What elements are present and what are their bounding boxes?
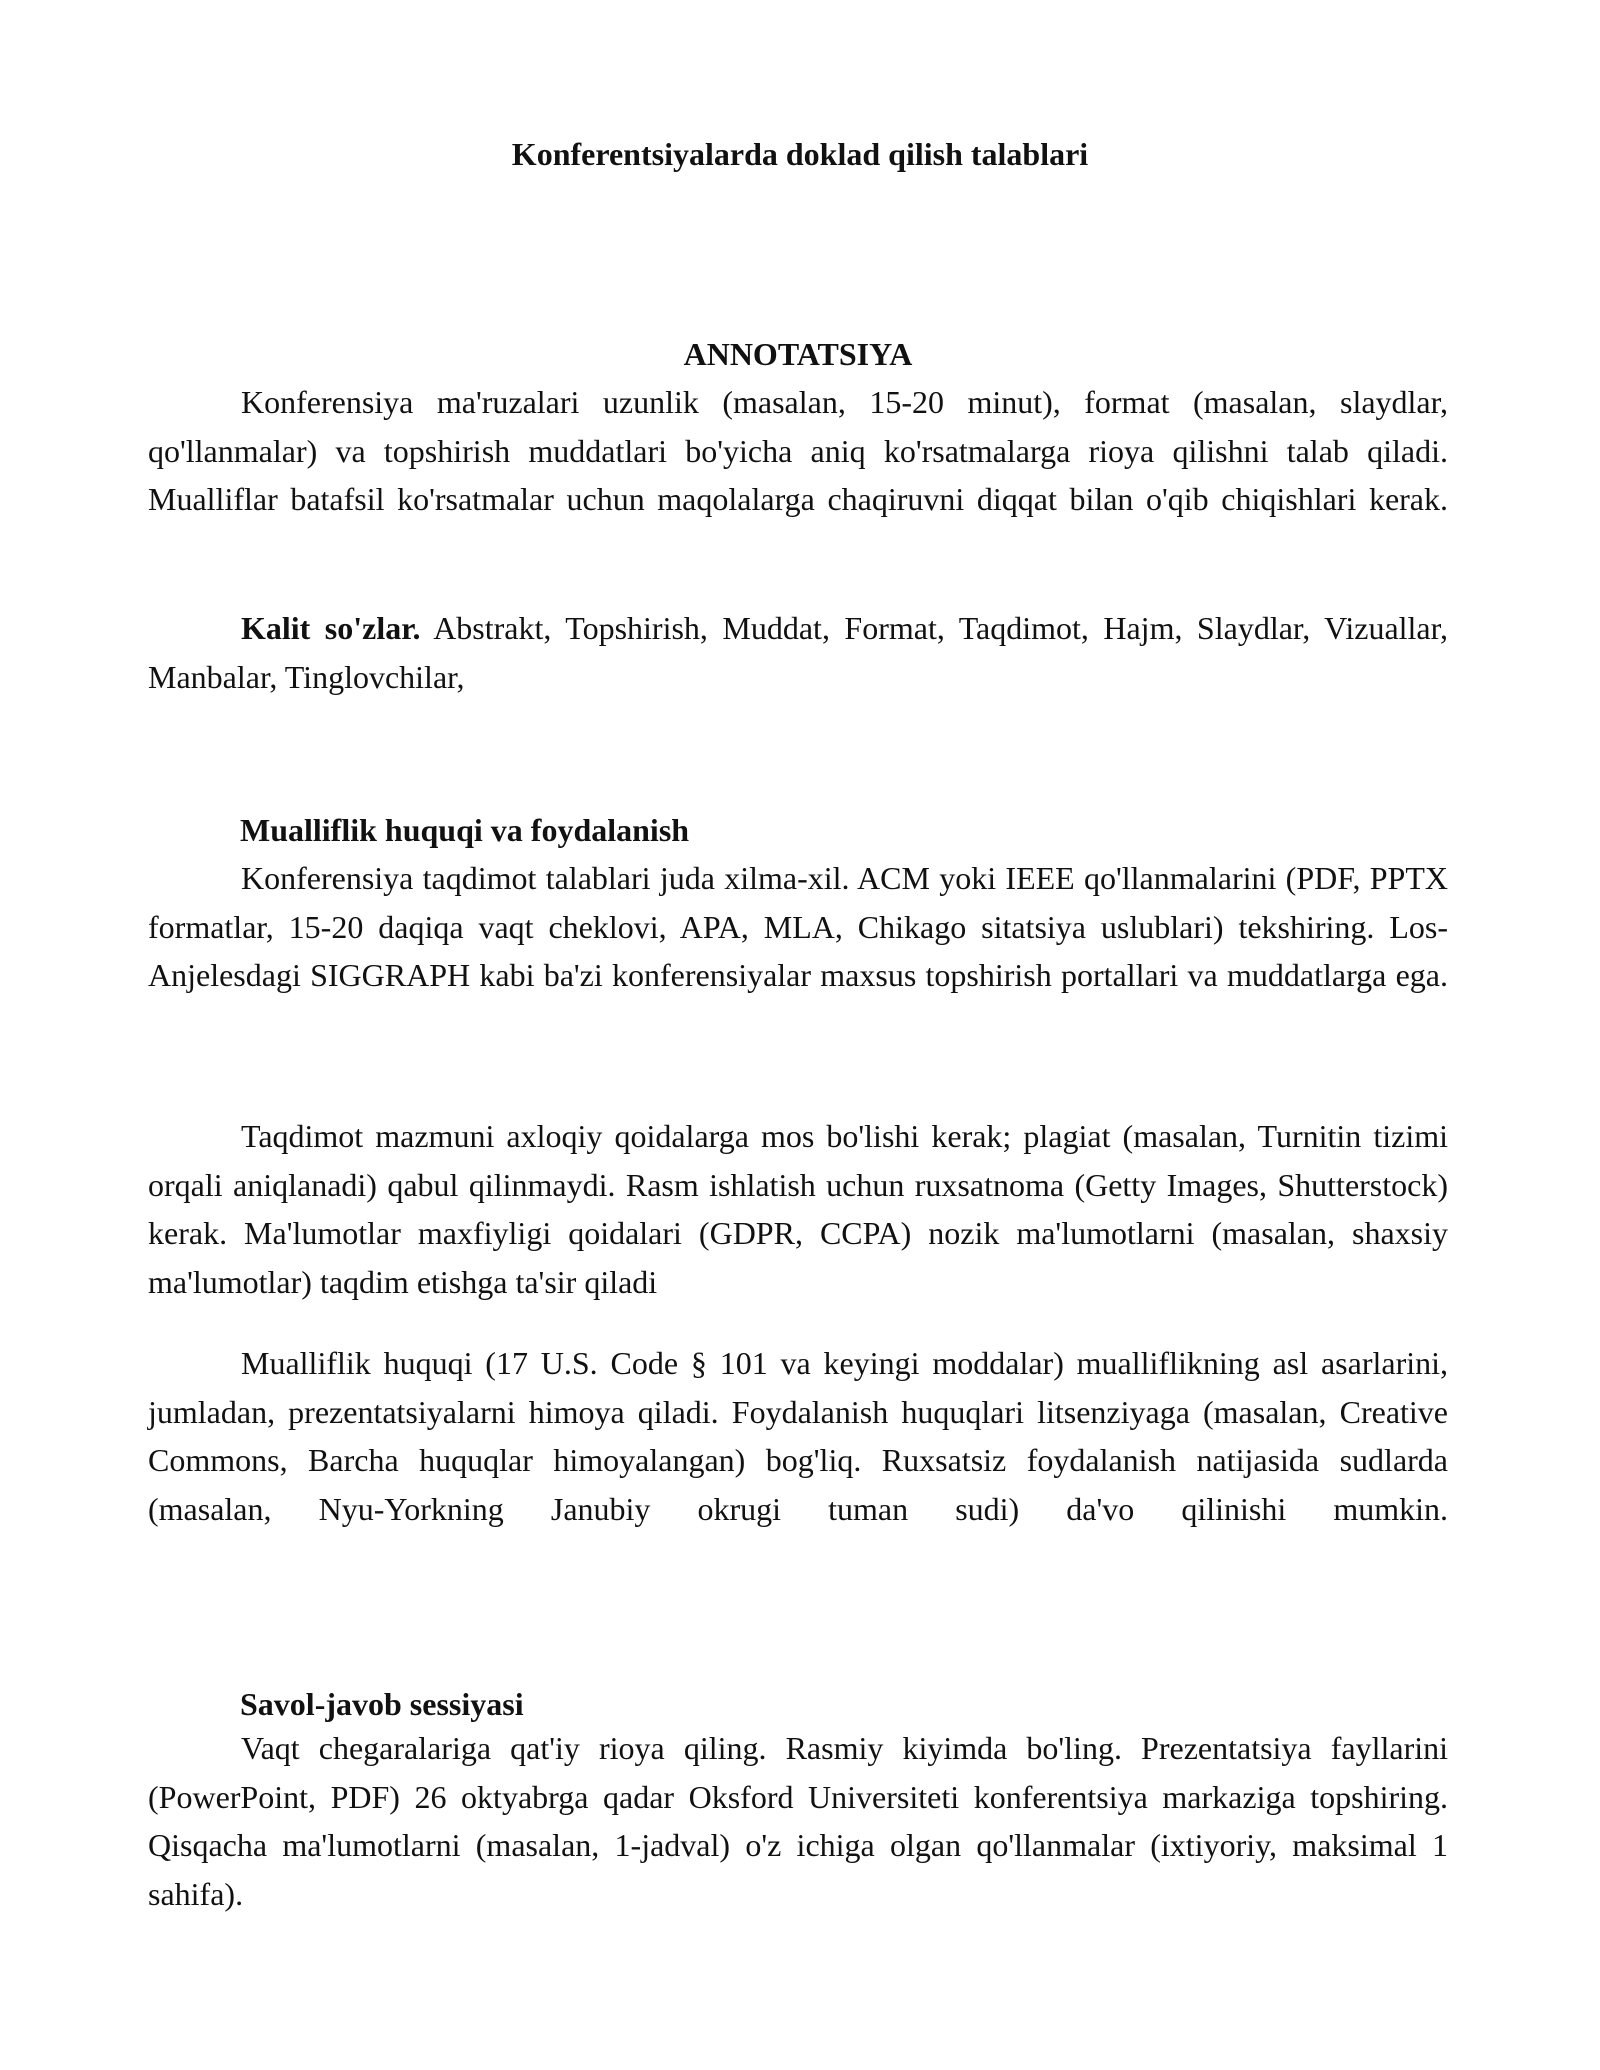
keywords-label: Kalit so'zlar. [241, 610, 421, 646]
annotation-paragraph: Konferensiya ma'ruzalari uzunlik (masalan, 15-20 minut), format (masalan, slaydlar, qo'llanmalar) va topshirish muddatlari bo'yicha aniq ko'rsatmalarga rioya qilishni talab qiladi. Mualliflar batafsil ko'rsatmalar uchun maqolalarga chaqiruvni diqqat bilan o'qib chiqishlari kerak. [148, 384, 1448, 517]
document-title: Konferentsiyalarda doklad qilish talablari [511, 136, 1089, 172]
annotation-heading: ANNOTATSIYA [683, 336, 913, 372]
copyright-section-paragraph-2: Taqdimot mazmuni axloqiy qoidalarga mos bo'lishi kerak; plagiat (masalan, Turnitin tizimi orqali aniqlanadi) qabul qilinmaydi. Rasm ishlatish uchun ruxsatnoma (Getty Images, Shutterstock) kerak. Ma'lumotlar maxfiyligi qoidalari (GDPR, CCPA) nozik ma'lumotlarni (masalan, shaxsiy ma'lumotlar) taqdim etishga ta'sir qiladi [148, 1118, 1448, 1300]
copyright-section-heading: Mualliflik huquqi va foydalanish [240, 812, 690, 848]
keywords-paragraph [148, 604, 1448, 701]
qa-section-paragraph-1: Vaqt chegaralariga qat'iy rioya qiling. Rasmiy kiyimda bo'ling. Prezentatsiya fayllarini (PowerPoint, PDF) 26 oktyabrga qadar Oksford Universiteti konferentsiya markaziga topshiring. Qisqacha ma'lumotlarni (masalan, 1-jadval) o'z ichiga olgan qo'llanmalar (ixtiyoriy, maksimal 1 sahifa). [148, 1730, 1448, 1912]
copyright-section-para1-block [148, 854, 1448, 1000]
qa-section-heading: Savol-javob sessiyasi [240, 1686, 524, 1722]
copyright-section-paragraph-3: Mualliflik huquqi (17 U.S. Code § 101 va keyingi moddalar) mualliflikning asl asarlarini, jumladan, prezentatsiyalarni himoya qiladi. Foydalanish huquqlari litsenziyaga (masalan, Creative Commons, Barcha huquqlar himoyalangan) bog'liq. Ruxsatsiz foydalanish natijasida sudlarda (masalan, Nyu-Yorkning Janubiy okrugi tuman sudi) da'vo qilinishi mumkin. [148, 1345, 1448, 1527]
copyright-section-paragraph-1: Konferensiya taqdimot talablari juda xilma-xil. ACM yoki IEEE qo'llanmalarini (PDF, PPTX formatlar, 15-20 daqiqa vaqt cheklovi, APA, MLA, Chikago sitatsiya uslublari) tekshiring. Los-Anjelesdagi SIGGRAPH kabi ba'zi konferensiyalar maxsus topshirish portallari va muddatlarga ega. [148, 860, 1448, 993]
keywords-section [148, 604, 1448, 701]
qa-section-para1-block [148, 1724, 1448, 1918]
copyright-section-para2-block [148, 1112, 1448, 1306]
keywords-list: Abstrakt, Topshirish, Muddat, Format, Taqdimot, Hajm, Slaydlar, Vizuallar, Manbalar, Tinglovchilar, [148, 610, 1449, 695]
copyright-section-para3-block [148, 1339, 1448, 1533]
annotation-section [148, 378, 1448, 524]
